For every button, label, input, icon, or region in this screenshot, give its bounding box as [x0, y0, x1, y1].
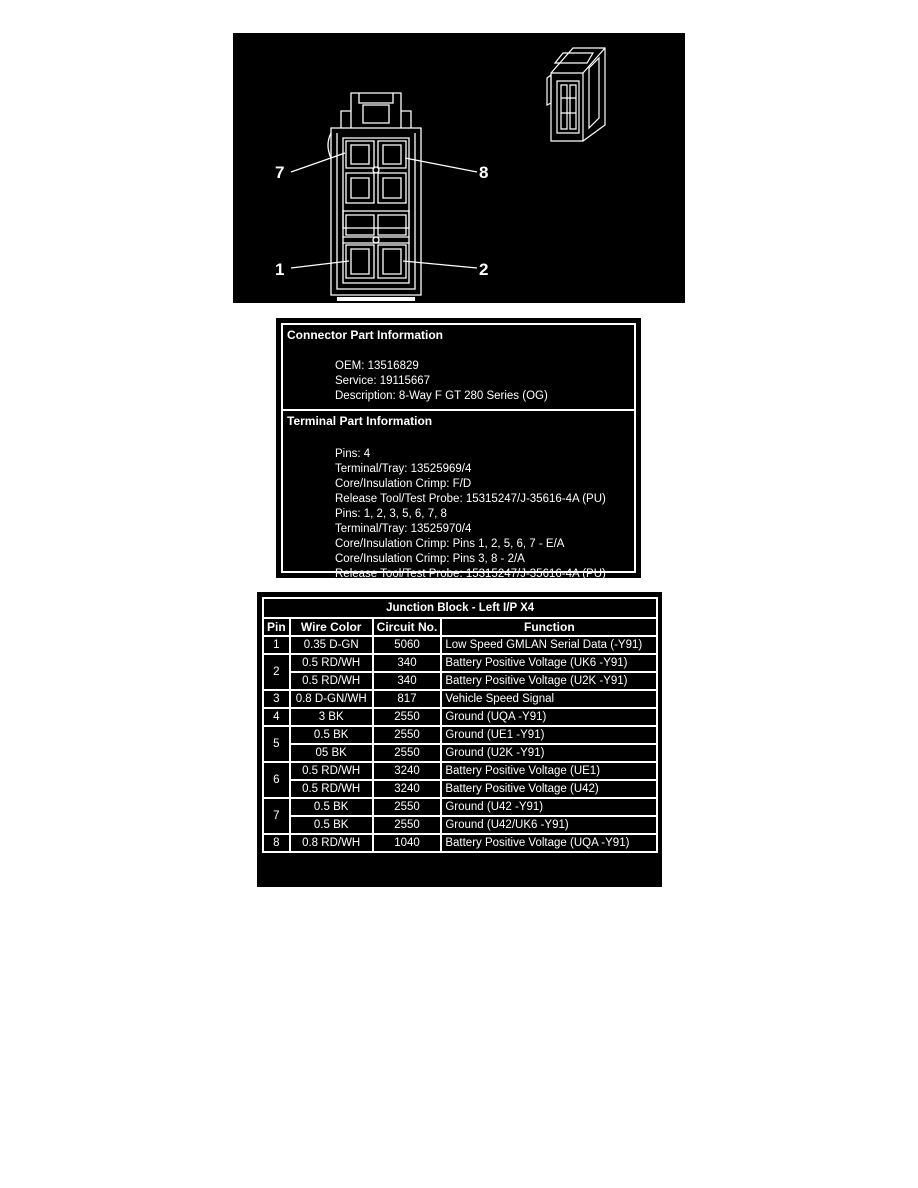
table-row: [263, 708, 657, 726]
wire-color-cell: 0.5 RD/WH: [290, 762, 373, 780]
connector-service: Service: 19115667: [335, 375, 431, 387]
pin-label-2: 2: [479, 260, 489, 279]
connector-face-drawing: [233, 33, 685, 303]
function-cell: Ground (UE1 -Y91): [441, 726, 657, 744]
wire-color-cell: 05 BK: [290, 744, 373, 762]
pin-label-7: 7: [275, 163, 285, 182]
table-row: [263, 798, 657, 816]
pin-cell: 7: [263, 798, 290, 834]
circuit-cell: 2550: [373, 708, 442, 726]
column-header-wire-color: Wire Color: [290, 618, 373, 636]
circuit-cell: 817: [373, 690, 442, 708]
terminal-part-section: [283, 409, 634, 584]
wire-color-cell: 0.5 RD/WH: [290, 780, 373, 798]
pin-cell: 4: [263, 708, 290, 726]
wire-color-cell: 0.5 BK: [290, 726, 373, 744]
terminal-line: Pins: 1, 2, 3, 5, 6, 7, 8: [335, 508, 447, 520]
circuit-cell: 2550: [373, 744, 442, 762]
circuit-cell: 3240: [373, 762, 442, 780]
pin-cell: 5: [263, 726, 290, 762]
circuit-cell: 5060: [373, 636, 442, 654]
function-cell: Vehicle Speed Signal: [441, 690, 657, 708]
table-row: [263, 762, 657, 780]
function-cell: Battery Positive Voltage (U42): [441, 780, 657, 798]
terminal-line: Core/Insulation Crimp: F/D: [335, 478, 472, 490]
circuit-cell: 1040: [373, 834, 442, 852]
pin-cell: 2: [263, 654, 290, 690]
table-row: [263, 654, 657, 672]
connector-oem: OEM: 13516829: [335, 360, 419, 372]
pin-cell: 8: [263, 834, 290, 852]
terminal-part-lines: [335, 447, 630, 582]
circuit-cell: 2550: [373, 816, 442, 834]
terminal-part-heading: Terminal Part Information: [287, 414, 433, 428]
table-row: [263, 834, 657, 852]
wire-color-cell: 0.35 D-GN: [290, 636, 373, 654]
connector-part-heading: Connector Part Information: [287, 328, 444, 342]
wire-color-cell: 3 BK: [290, 708, 373, 726]
table-row: [263, 690, 657, 708]
circuit-cell: 3240: [373, 780, 442, 798]
terminal-line: Pins: 4: [335, 448, 371, 460]
wire-color-cell: 0.5 RD/WH: [290, 654, 373, 672]
terminal-line: Core/Insulation Crimp: Pins 3, 8 - 2/A: [335, 553, 525, 565]
part-information-box: [281, 323, 636, 580]
terminal-line: Release Tool/Test Probe: 15315247/J-35616-4A (PU): [335, 568, 606, 580]
circuit-cell: 340: [373, 654, 442, 672]
wire-color-cell: 0.8 D-GN/WH: [290, 690, 373, 708]
column-header-circuit: Circuit No.: [373, 618, 442, 636]
column-header-pin: Pin: [263, 618, 290, 636]
wire-color-cell: 0.5 BK: [290, 798, 373, 816]
part-information-panel: [276, 318, 641, 578]
table-row: [263, 672, 657, 690]
connector-diagram: [233, 33, 685, 303]
pin-cell: 3: [263, 690, 290, 708]
pin-cell: 6: [263, 762, 290, 798]
circuit-cell: 2550: [373, 726, 442, 744]
terminal-line: Terminal/Tray: 13525969/4: [335, 463, 472, 475]
table-row: [263, 816, 657, 834]
junction-block-table: [262, 597, 658, 853]
function-cell: Low Speed GMLAN Serial Data (-Y91): [441, 636, 657, 654]
terminal-line: Terminal/Tray: 13525970/4: [335, 523, 472, 535]
circuit-cell: 340: [373, 672, 442, 690]
connector-part-lines: [335, 359, 630, 404]
function-cell: Ground (U42/UK6 -Y91): [441, 816, 657, 834]
wire-color-cell: 0.5 RD/WH: [290, 672, 373, 690]
table-row: [263, 636, 657, 654]
function-cell: Ground (UQA -Y91): [441, 708, 657, 726]
function-cell: Battery Positive Voltage (UK6 -Y91): [441, 654, 657, 672]
circuit-cell: 2550: [373, 798, 442, 816]
function-cell: Battery Positive Voltage (UE1): [441, 762, 657, 780]
table-row: [263, 726, 657, 744]
connector-part-section: [283, 325, 634, 409]
column-header-function: Function: [441, 618, 657, 636]
wire-color-cell: 0.8 RD/WH: [290, 834, 373, 852]
table-title: Junction Block - Left I/P X4: [263, 598, 657, 618]
table-row: [263, 780, 657, 798]
junction-block-panel: [257, 592, 662, 887]
connector-isometric-icon: [547, 48, 605, 141]
table-row: [263, 744, 657, 762]
function-cell: Ground (U2K -Y91): [441, 744, 657, 762]
pin-label-1: 1: [275, 260, 285, 279]
connector-description: Description: 8-Way F GT 280 Series (OG): [335, 390, 548, 402]
function-cell: Battery Positive Voltage (UQA -Y91): [441, 834, 657, 852]
function-cell: Ground (U42 -Y91): [441, 798, 657, 816]
terminal-line: Release Tool/Test Probe: 15315247/J-35616-4A (PU): [335, 493, 606, 505]
wire-color-cell: 0.5 BK: [290, 816, 373, 834]
function-cell: Battery Positive Voltage (U2K -Y91): [441, 672, 657, 690]
pin-cell: 1: [263, 636, 290, 654]
terminal-line: Core/Insulation Crimp: Pins 1, 2, 5, 6, 7 - E/A: [335, 538, 565, 550]
pin-label-8: 8: [479, 163, 489, 182]
